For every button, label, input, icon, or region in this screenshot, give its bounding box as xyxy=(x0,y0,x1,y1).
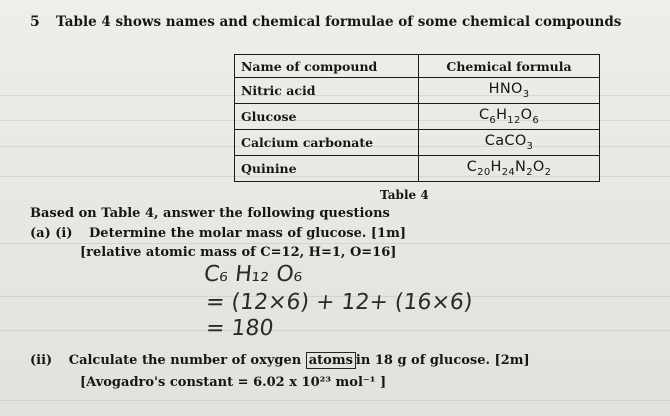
part-a-ii-label: (ii) xyxy=(30,353,53,368)
avogadro-constant-text: [Avogadro's constant = 6.02 x 10²³ mol⁻¹ ] xyxy=(80,375,387,390)
question-number: 5 xyxy=(30,14,40,30)
table-row xyxy=(235,156,600,182)
formula-element: HNO xyxy=(488,81,523,98)
formula-element: N xyxy=(515,159,527,176)
handwritten-formula: C₆ H₁₂ O₆ xyxy=(202,262,304,287)
formula-subscript: 20 xyxy=(477,166,491,178)
formula-subscript: 3 xyxy=(522,88,530,100)
formula-element: O xyxy=(520,107,533,124)
chemical-formula xyxy=(419,130,600,156)
formula-subscript: 3 xyxy=(526,140,534,152)
part-a-i-hint: [relative atomic mass of C=12, H=1, O=16] xyxy=(80,245,397,260)
part-a-i-question: Determine the molar mass of glucose. [1m] xyxy=(89,226,407,241)
formula-subscript: 6 xyxy=(489,114,497,126)
instruction-text: Based on Table 4, answer the following questions xyxy=(30,206,390,221)
formula-element: C xyxy=(478,107,490,124)
formula-subscript: 12 xyxy=(507,114,521,126)
formula-element: C xyxy=(466,159,478,176)
part-a-i-label: (a) (i) xyxy=(30,226,73,241)
table-row xyxy=(235,130,600,156)
formula-subscript: 6 xyxy=(532,114,540,126)
question-intro: Table 4 shows names and chemical formulae of some chemical compounds xyxy=(56,14,622,30)
table-header-name: Name of compound xyxy=(235,55,419,78)
chemical-formula xyxy=(419,156,600,182)
handwritten-calculation: = (12×6) + 12+ (16×6) xyxy=(204,290,474,315)
compound-name: Nitric acid xyxy=(235,78,419,104)
part-a-i xyxy=(30,226,406,241)
compound-name: Quinine xyxy=(235,156,419,182)
table-header-row xyxy=(235,55,600,78)
chemical-formula xyxy=(419,78,600,104)
avogadro-constant xyxy=(80,375,386,390)
handwritten-answer: = 180 xyxy=(204,316,275,341)
formula-element: H xyxy=(490,159,502,176)
part-a-ii-text-before: Calculate the number of oxygen xyxy=(68,353,302,368)
table-header-formula: Chemical formula xyxy=(419,55,600,78)
compound-name: Calcium carbonate xyxy=(235,130,419,156)
formula-subscript: 2 xyxy=(544,166,552,178)
table-caption: Table 4 xyxy=(380,188,429,202)
formula-subscript: 24 xyxy=(501,166,516,178)
formula-element: O xyxy=(532,159,545,176)
boxed-word: atoms xyxy=(306,352,356,369)
table-row xyxy=(235,78,600,104)
part-a-ii-text-after: in 18 g of glucose. [2m] xyxy=(355,353,530,368)
formula-subscript: 2 xyxy=(526,166,533,178)
compound-name: Glucose xyxy=(235,104,419,130)
chemical-formula xyxy=(419,104,600,130)
table-row xyxy=(235,104,600,130)
part-a-ii xyxy=(30,353,530,368)
formula-element: CaCO xyxy=(484,133,527,150)
formula-element: H xyxy=(496,107,508,124)
compound-table xyxy=(234,54,600,182)
